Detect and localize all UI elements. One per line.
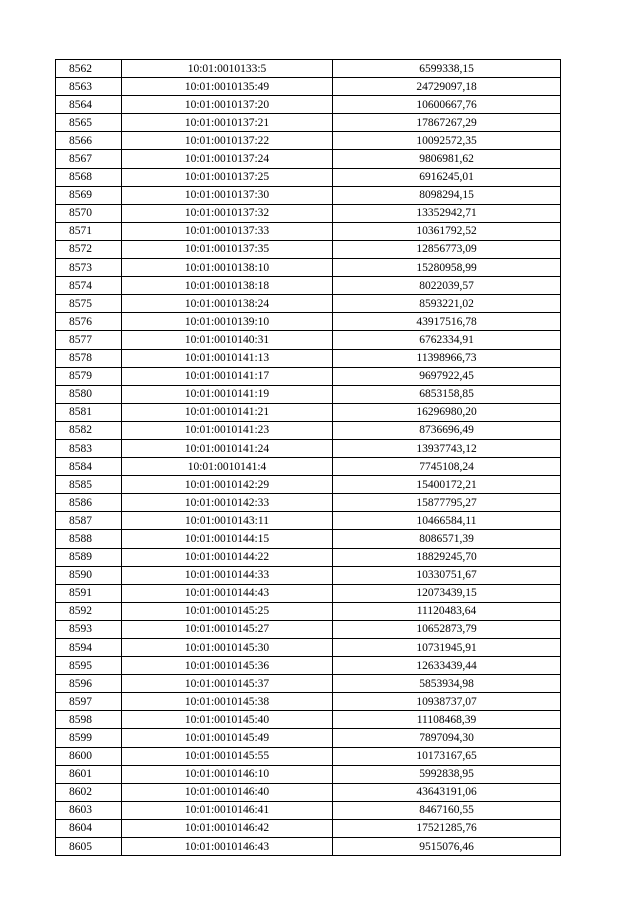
cadastral-number-cell: 10:01:0010145:25 xyxy=(122,602,333,620)
row-number-cell: 8577 xyxy=(56,331,122,349)
cadastral-value-cell: 11108468,39 xyxy=(333,711,561,729)
cadastral-value-cell: 8022039,57 xyxy=(333,277,561,295)
table-row xyxy=(56,240,561,258)
cadastral-number-cell: 10:01:0010146:43 xyxy=(122,838,333,856)
cadastral-number-cell: 10:01:0010145:49 xyxy=(122,729,333,747)
row-number-cell: 8593 xyxy=(56,620,122,638)
table-row xyxy=(56,259,561,277)
cadastral-value-cell: 18829245,70 xyxy=(333,548,561,566)
table-row xyxy=(56,657,561,675)
table-row xyxy=(56,385,561,403)
cadastral-value-cell: 24729097,18 xyxy=(333,78,561,96)
row-number-cell: 8590 xyxy=(56,566,122,584)
row-number-cell: 8579 xyxy=(56,367,122,385)
row-number-cell: 8573 xyxy=(56,259,122,277)
row-number-cell: 8581 xyxy=(56,403,122,421)
cadastral-number-cell: 10:01:0010133:5 xyxy=(122,60,333,78)
cadastral-value-cell: 8593221,02 xyxy=(333,295,561,313)
row-number-cell: 8564 xyxy=(56,96,122,114)
cadastral-value-cell: 7745108,24 xyxy=(333,458,561,476)
table-row xyxy=(56,765,561,783)
table-row xyxy=(56,566,561,584)
table-row xyxy=(56,747,561,765)
table-row xyxy=(56,132,561,150)
cadastral-number-cell: 10:01:0010140:31 xyxy=(122,331,333,349)
row-number-cell: 8567 xyxy=(56,150,122,168)
row-number-cell: 8586 xyxy=(56,494,122,512)
cadastral-number-cell: 10:01:0010145:55 xyxy=(122,747,333,765)
table-row xyxy=(56,403,561,421)
cadastral-value-cell: 11120483,64 xyxy=(333,602,561,620)
cadastral-value-cell: 13352942,71 xyxy=(333,204,561,222)
table-row xyxy=(56,693,561,711)
cadastral-value-cell: 5853934,98 xyxy=(333,675,561,693)
cadastral-value-cell: 15280958,99 xyxy=(333,259,561,277)
row-number-cell: 8594 xyxy=(56,639,122,657)
row-number-cell: 8583 xyxy=(56,439,122,457)
row-number-cell: 8575 xyxy=(56,295,122,313)
cadastral-number-cell: 10:01:0010142:29 xyxy=(122,476,333,494)
table-row xyxy=(56,313,561,331)
cadastral-number-cell: 10:01:0010138:24 xyxy=(122,295,333,313)
row-number-cell: 8566 xyxy=(56,132,122,150)
cadastral-value-cell: 10600667,76 xyxy=(333,96,561,114)
cadastral-value-cell: 7897094,30 xyxy=(333,729,561,747)
cadastral-value-cell: 6916245,01 xyxy=(333,168,561,186)
cadastral-number-cell: 10:01:0010141:21 xyxy=(122,403,333,421)
row-number-cell: 8571 xyxy=(56,222,122,240)
cadastral-value-cell: 10731945,91 xyxy=(333,639,561,657)
cadastral-number-cell: 10:01:0010137:24 xyxy=(122,150,333,168)
table-row xyxy=(56,222,561,240)
cadastral-number-cell: 10:01:0010146:40 xyxy=(122,783,333,801)
cadastral-value-cell: 6599338,15 xyxy=(333,60,561,78)
row-number-cell: 8587 xyxy=(56,512,122,530)
cadastral-number-cell: 10:01:0010137:20 xyxy=(122,96,333,114)
row-number-cell: 8570 xyxy=(56,204,122,222)
row-number-cell: 8597 xyxy=(56,693,122,711)
table-row xyxy=(56,60,561,78)
table-row xyxy=(56,639,561,657)
table-row xyxy=(56,838,561,856)
table-row xyxy=(56,439,561,457)
row-number-cell: 8600 xyxy=(56,747,122,765)
row-number-cell: 8596 xyxy=(56,675,122,693)
row-number-cell: 8572 xyxy=(56,240,122,258)
row-number-cell: 8602 xyxy=(56,783,122,801)
cadastral-value-cell: 8098294,15 xyxy=(333,186,561,204)
cadastral-number-cell: 10:01:0010141:4 xyxy=(122,458,333,476)
cadastral-number-cell: 10:01:0010145:40 xyxy=(122,711,333,729)
cadastral-number-cell: 10:01:0010137:22 xyxy=(122,132,333,150)
table-row xyxy=(56,476,561,494)
cadastral-number-cell: 10:01:0010135:49 xyxy=(122,78,333,96)
cadastral-value-cell: 9697922,45 xyxy=(333,367,561,385)
row-number-cell: 8562 xyxy=(56,60,122,78)
table-row xyxy=(56,494,561,512)
cadastral-number-cell: 10:01:0010137:21 xyxy=(122,114,333,132)
cadastral-number-cell: 10:01:0010137:25 xyxy=(122,168,333,186)
cadastral-number-cell: 10:01:0010137:35 xyxy=(122,240,333,258)
row-number-cell: 8599 xyxy=(56,729,122,747)
cadastral-number-cell: 10:01:0010137:32 xyxy=(122,204,333,222)
cadastral-number-cell: 10:01:0010143:11 xyxy=(122,512,333,530)
cadastral-value-cell: 10361792,52 xyxy=(333,222,561,240)
row-number-cell: 8601 xyxy=(56,765,122,783)
table-row xyxy=(56,801,561,819)
table-row xyxy=(56,602,561,620)
table-row xyxy=(56,421,561,439)
cadastral-number-cell: 10:01:0010144:43 xyxy=(122,584,333,602)
row-number-cell: 8569 xyxy=(56,186,122,204)
cadastral-value-cell: 15877795,27 xyxy=(333,494,561,512)
table-row xyxy=(56,548,561,566)
cadastral-number-cell: 10:01:0010138:18 xyxy=(122,277,333,295)
row-number-cell: 8578 xyxy=(56,349,122,367)
table-row xyxy=(56,204,561,222)
cadastral-value-cell: 10938737,07 xyxy=(333,693,561,711)
data-table xyxy=(55,59,561,856)
cadastral-value-cell: 13937743,12 xyxy=(333,439,561,457)
table-row xyxy=(56,819,561,837)
table-row xyxy=(56,512,561,530)
cadastral-value-cell: 10652873,79 xyxy=(333,620,561,638)
cadastral-value-cell: 8467160,55 xyxy=(333,801,561,819)
row-number-cell: 8591 xyxy=(56,584,122,602)
cadastral-number-cell: 10:01:0010138:10 xyxy=(122,259,333,277)
table-row xyxy=(56,783,561,801)
cadastral-value-cell: 43917516,78 xyxy=(333,313,561,331)
table-row xyxy=(56,277,561,295)
row-number-cell: 8582 xyxy=(56,421,122,439)
table-row xyxy=(56,96,561,114)
table-row xyxy=(56,675,561,693)
table-row xyxy=(56,530,561,548)
cadastral-number-cell: 10:01:0010144:22 xyxy=(122,548,333,566)
cadastral-value-cell: 17521285,76 xyxy=(333,819,561,837)
cadastral-number-cell: 10:01:0010145:38 xyxy=(122,693,333,711)
cadastral-number-cell: 10:01:0010141:24 xyxy=(122,439,333,457)
table-row xyxy=(56,367,561,385)
cadastral-value-cell: 12856773,09 xyxy=(333,240,561,258)
row-number-cell: 8592 xyxy=(56,602,122,620)
cadastral-number-cell: 10:01:0010145:30 xyxy=(122,639,333,657)
cadastral-value-cell: 6853158,85 xyxy=(333,385,561,403)
table-row xyxy=(56,114,561,132)
cadastral-value-cell: 8086571,39 xyxy=(333,530,561,548)
table-row xyxy=(56,186,561,204)
cadastral-number-cell: 10:01:0010141:19 xyxy=(122,385,333,403)
cadastral-value-cell: 43643191,06 xyxy=(333,783,561,801)
table-row xyxy=(56,458,561,476)
cadastral-value-cell: 8736696,49 xyxy=(333,421,561,439)
table-row xyxy=(56,620,561,638)
row-number-cell: 8565 xyxy=(56,114,122,132)
table-row xyxy=(56,295,561,313)
cadastral-value-cell: 11398966,73 xyxy=(333,349,561,367)
table-row xyxy=(56,150,561,168)
cadastral-number-cell: 10:01:0010141:13 xyxy=(122,349,333,367)
cadastral-number-cell: 10:01:0010142:33 xyxy=(122,494,333,512)
row-number-cell: 8603 xyxy=(56,801,122,819)
cadastral-number-cell: 10:01:0010145:36 xyxy=(122,657,333,675)
row-number-cell: 8589 xyxy=(56,548,122,566)
cadastral-value-cell: 15400172,21 xyxy=(333,476,561,494)
table-body xyxy=(56,60,561,856)
cadastral-number-cell: 10:01:0010141:17 xyxy=(122,367,333,385)
cadastral-value-cell: 10466584,11 xyxy=(333,512,561,530)
row-number-cell: 8595 xyxy=(56,657,122,675)
row-number-cell: 8585 xyxy=(56,476,122,494)
cadastral-number-cell: 10:01:0010137:30 xyxy=(122,186,333,204)
table-row xyxy=(56,331,561,349)
cadastral-value-cell: 10092572,35 xyxy=(333,132,561,150)
cadastral-value-cell: 6762334,91 xyxy=(333,331,561,349)
cadastral-value-cell: 12073439,15 xyxy=(333,584,561,602)
cadastral-value-cell: 9806981,62 xyxy=(333,150,561,168)
cadastral-number-cell: 10:01:0010144:15 xyxy=(122,530,333,548)
cadastral-value-cell: 17867267,29 xyxy=(333,114,561,132)
cadastral-value-cell: 10173167,65 xyxy=(333,747,561,765)
row-number-cell: 8574 xyxy=(56,277,122,295)
row-number-cell: 8576 xyxy=(56,313,122,331)
row-number-cell: 8563 xyxy=(56,78,122,96)
table-row xyxy=(56,584,561,602)
table-row xyxy=(56,168,561,186)
row-number-cell: 8598 xyxy=(56,711,122,729)
table-row xyxy=(56,729,561,747)
cadastral-value-cell: 12633439,44 xyxy=(333,657,561,675)
cadastral-number-cell: 10:01:0010146:42 xyxy=(122,819,333,837)
cadastral-number-cell: 10:01:0010137:33 xyxy=(122,222,333,240)
cadastral-number-cell: 10:01:0010144:33 xyxy=(122,566,333,584)
row-number-cell: 8580 xyxy=(56,385,122,403)
row-number-cell: 8605 xyxy=(56,838,122,856)
cadastral-number-cell: 10:01:0010145:37 xyxy=(122,675,333,693)
row-number-cell: 8588 xyxy=(56,530,122,548)
cadastral-number-cell: 10:01:0010141:23 xyxy=(122,421,333,439)
cadastral-value-cell: 10330751,67 xyxy=(333,566,561,584)
cadastral-number-cell: 10:01:0010146:41 xyxy=(122,801,333,819)
cadastral-number-cell: 10:01:0010146:10 xyxy=(122,765,333,783)
table-row xyxy=(56,349,561,367)
row-number-cell: 8584 xyxy=(56,458,122,476)
cadastral-value-cell: 9515076,46 xyxy=(333,838,561,856)
row-number-cell: 8604 xyxy=(56,819,122,837)
table-row xyxy=(56,711,561,729)
row-number-cell: 8568 xyxy=(56,168,122,186)
table-row xyxy=(56,78,561,96)
cadastral-number-cell: 10:01:0010139:10 xyxy=(122,313,333,331)
cadastral-value-cell: 16296980,20 xyxy=(333,403,561,421)
cadastral-value-cell: 5992838,95 xyxy=(333,765,561,783)
cadastral-number-cell: 10:01:0010145:27 xyxy=(122,620,333,638)
